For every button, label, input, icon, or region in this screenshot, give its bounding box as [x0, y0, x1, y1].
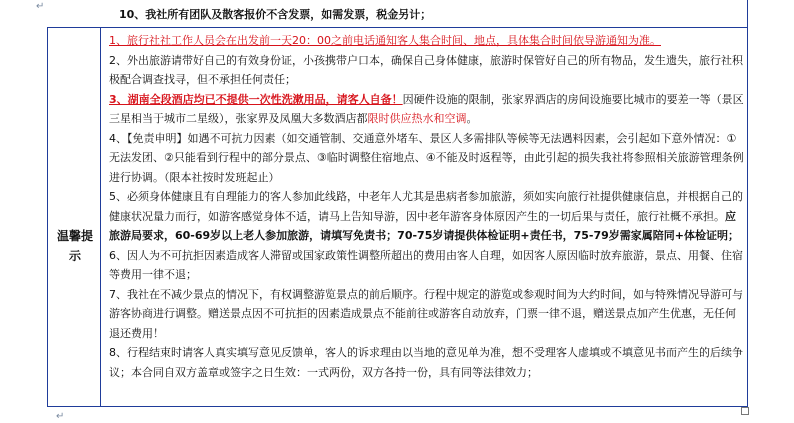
tip-3-text: 因硬件设施的限制，张家界酒店的房间设施要比城市的要差一等（景区三星相当于城市二星级），张家界及凤凰大多数酒店都 [109, 92, 744, 125]
tip-item-7: 7、我社在不减少景点的情况下，有权调整游览景点的前后顺序。行程中规定的游览或参观时间为大约时间，如与特殊情况导游可与游客协商进行调整。赠送景点因不可抗拒的因素造成景点不能前往或游客自动放弃，门票一律不退，赠送景点加产生优惠，无任何退还费用！ [109, 287, 743, 340]
tip-item-2: 2、外出旅游请带好自己的有效身份证，小孩携带户口本，确保自己身体健康，旅游时保管好自己的所有物品，发生遗失，旅行社积极配合调查找寻，但不承担任何责任； [109, 53, 743, 86]
tips-label-line2: 示 [68, 249, 81, 263]
invoice-note-row [47, 0, 747, 28]
tip-item-6: 6、因人为不可抗拒因素造成客人滞留或国家政策性调整所超出的费用由客人自理，如因客人原因临时放弃旅游，景点、用餐、住宿等费用一律不退； [109, 248, 743, 281]
table-resize-handle[interactable] [741, 407, 749, 415]
invoice-note-text: 10、我社所有团队及散客报价不含发票，如需发票，税金另计； [119, 8, 432, 21]
tips-label [51, 226, 99, 266]
tip-5-text: 5、必须身体健康且有自理能力的客人参加此线路，中老年人尤其是患病者参加旅游，须如实向旅行社提供健康信息，并根据自己的健康状况量力而行，如游客感觉身体不适，请马上告知导游，因中老年游客身体原因产生的一切后果与责任，旅行社概不承担。 [109, 190, 743, 223]
tip-3-hot-water: 限时供应热水和空调 [367, 112, 467, 125]
tip-3-end: 。 [466, 112, 478, 125]
tip-5-age-rule: 应旅游局要求，60-69岁以上老人参加旅游，请填写免责书；70-75岁请提供体检证明+责任书，75-79岁需家属陪同+体检证明； [109, 209, 739, 242]
tips-content [109, 31, 744, 382]
label-cell [47, 28, 101, 406]
paragraph-mark-icon: ↵ [56, 411, 65, 422]
tip-item-1: 1、旅行社社工作人员会在出发前一天20：00之前电话通知客人集合时间、地点，具体集合时间依导游通知为准。 [109, 34, 661, 47]
tip-item-8: 8、行程结束时请客人真实填写意见反馈单，客人的诉求理由以当地的意见单为准，想不受理客人虚填或不填意见书而产生的后续争议；本合同自双方盖章或签字之日生效：一式两份，双方各持一份，具有同等法律效力； [109, 346, 743, 379]
tip-3-warning: 3、湖南全段酒店均已不提供一次性洗漱用品，请客人自备！ [109, 92, 403, 106]
tips-table [47, 0, 748, 407]
tips-label-line1: 温馨提 [56, 229, 93, 243]
tip-item-4: 4、【免责申明】如遇不可抗力因素（如交通管制、交通意外堵车、景区人多需排队等候等无法遇料因素，会引起如下意外情况：①无法发团、②只能看到行程中的部分景点、③临时调整住宿地点、④不能及时返程等，由此引起的损失我社将参照相关旅游管理条例进行协调。（限本社按时发班起止） [109, 131, 744, 184]
tip-item-5 [109, 187, 744, 246]
paragraph-mark-icon: ↵ [36, 1, 45, 12]
tip-item-3 [109, 90, 744, 129]
